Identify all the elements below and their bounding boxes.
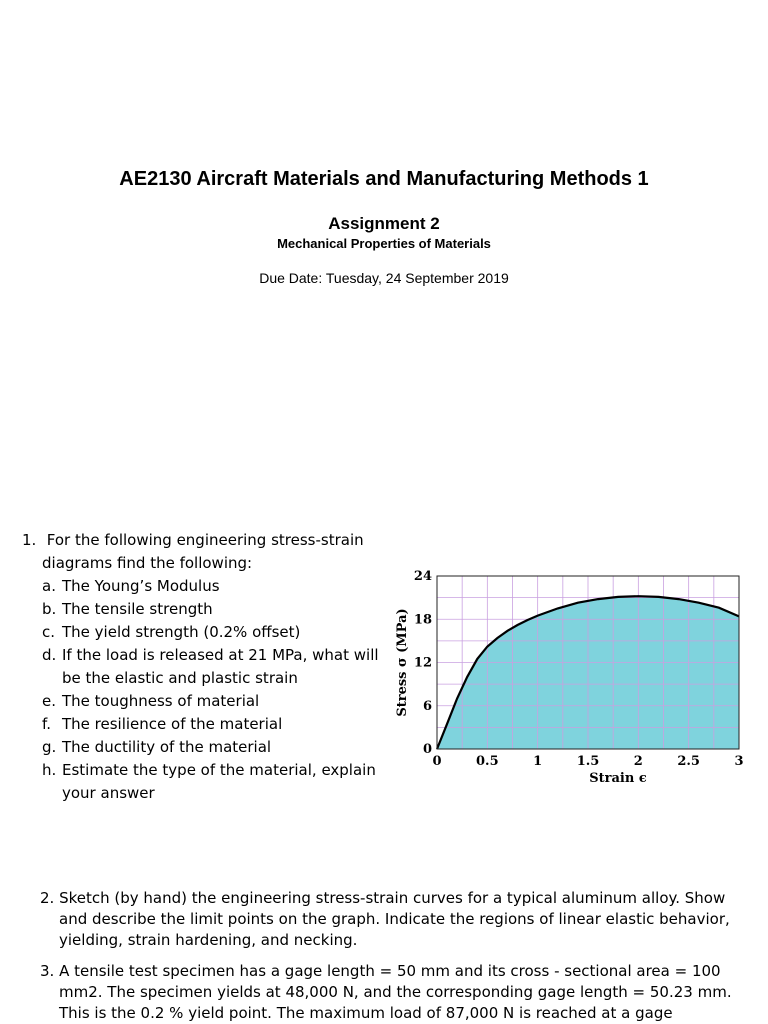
list-item-marker: c. <box>42 623 56 641</box>
y-tick-label: 18 <box>413 612 432 628</box>
due-date: Due Date: Tuesday, 24 September 2019 <box>259 270 509 286</box>
list-item-text: The tensile strength <box>62 600 213 618</box>
stress-strain-chart <box>384 560 754 820</box>
x-tick-label: 3 <box>734 754 744 769</box>
x-axis-label: Strain ϵ <box>589 771 647 786</box>
question-1-text: For the following engineering stress-strain diagrams find the following: <box>42 531 364 572</box>
list-item <box>42 644 382 690</box>
list-item <box>42 759 382 805</box>
question-3-number: 3. <box>40 962 55 980</box>
assignment-title: Assignment 2 <box>328 214 440 233</box>
list-item-text: The Young’s Modulus <box>62 577 220 595</box>
question-1 <box>22 529 382 805</box>
list-item-marker: g. <box>42 738 57 756</box>
list-item-marker: b. <box>42 600 57 618</box>
list-item-text: The yield strength (0.2% offset) <box>62 623 301 641</box>
question-1-stem <box>22 529 382 575</box>
y-tick-label: 0 <box>422 742 432 757</box>
list-item <box>42 690 382 713</box>
list-item <box>42 713 382 736</box>
list-item-marker: e. <box>42 692 56 710</box>
list-item <box>42 736 382 759</box>
chart-canvas <box>384 560 754 820</box>
y-tick-label: 6 <box>422 698 432 714</box>
question-1-items <box>22 575 382 805</box>
assignment-subtitle: Mechanical Properties of Materials <box>277 236 491 251</box>
x-tick-label: 0 <box>432 754 442 769</box>
list-item-marker: h. <box>42 761 57 779</box>
list-item-marker: f. <box>42 715 51 733</box>
course-title: AE2130 Aircraft Materials and Manufacturing Methods 1 <box>119 168 649 190</box>
question-2-number: 2. <box>40 889 55 907</box>
y-tick-label: 24 <box>413 569 432 584</box>
list-item-text: Estimate the type of the material, explain your answer <box>62 761 376 802</box>
question-2-text: Sketch (by hand) the engineering stress-strain curves for a typical aluminum alloy. Show and describe the limit points on the graph. Indicate the regions of linear elastic behavior, yielding, strain hardening, and necking. <box>59 889 730 949</box>
list-item-marker: a. <box>42 577 56 595</box>
list-item <box>42 575 382 598</box>
list-item-text: The toughness of material <box>62 692 260 710</box>
y-axis-label: Stress σ (MPa) <box>395 608 410 717</box>
list-item-text: If the load is released at 21 MPa, what will be the elastic and plastic strain <box>62 646 379 687</box>
list-item-text: The resilience of the material <box>62 715 283 733</box>
question-1-number: 1. <box>22 531 37 549</box>
question-2 <box>40 888 750 951</box>
list-item-text: The ductility of the material <box>62 738 272 756</box>
x-tick-label: 2.5 <box>677 754 700 769</box>
question-3 <box>40 961 750 1024</box>
y-tick-label: 12 <box>413 655 432 671</box>
list-item-marker: d. <box>42 646 57 664</box>
x-tick-label: 2 <box>633 754 643 769</box>
list-item <box>42 598 382 621</box>
x-tick-label: 0.5 <box>476 754 499 769</box>
x-tick-label: 1.5 <box>576 754 600 769</box>
x-tick-label: 1 <box>533 754 543 769</box>
list-item <box>42 621 382 644</box>
question-3-text: A tensile test specimen has a gage length = 50 mm and its cross - sectional area = 100 mm2. The specimen yields at 48,000 N, and the corresponding gage length = 50.23 mm. This is the 0.2 % yield point. The maximum load of 87,000 N is reached at a gage <box>59 962 732 1022</box>
